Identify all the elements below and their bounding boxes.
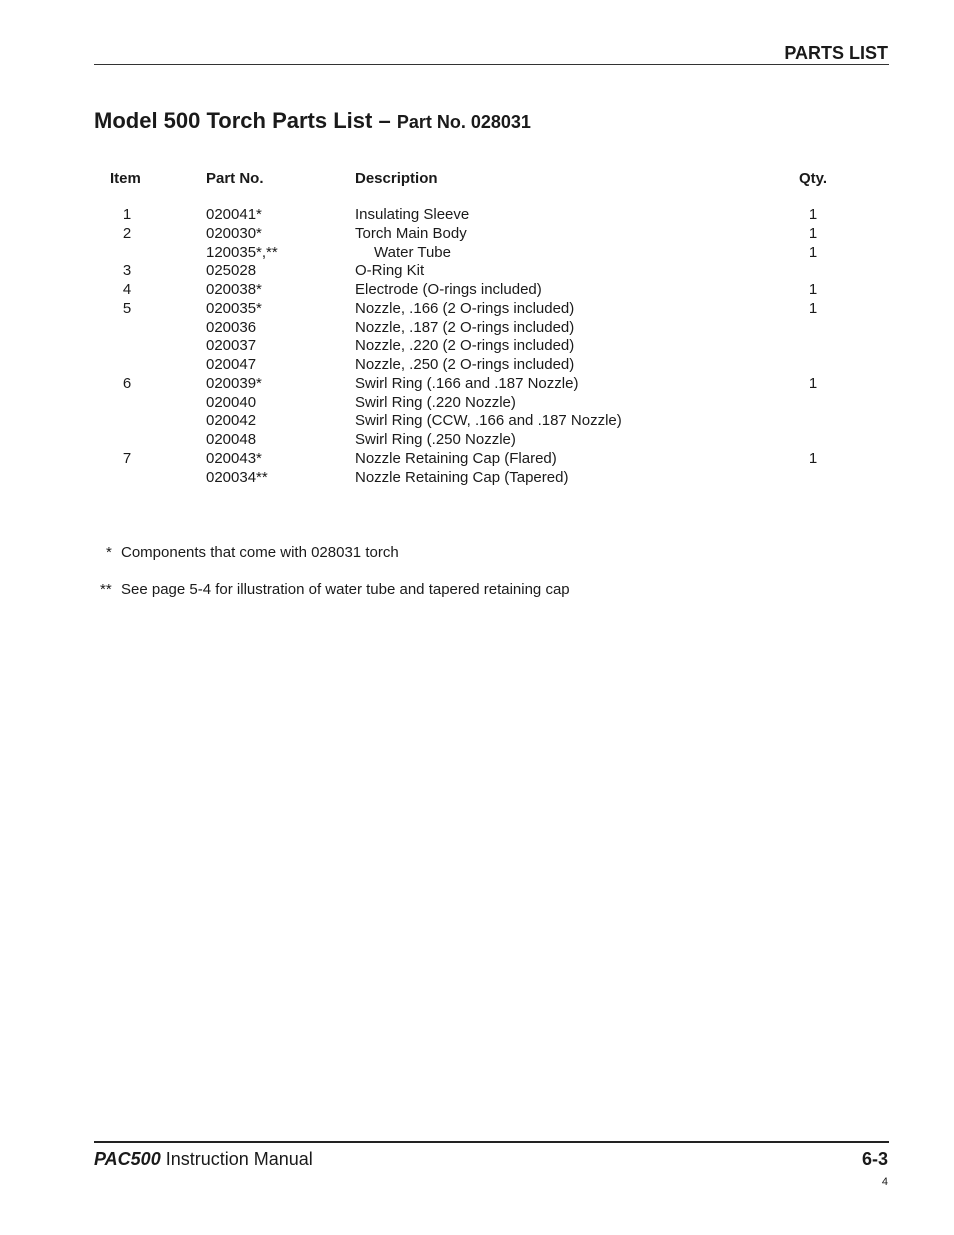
qty-cell: 1 — [808, 299, 818, 317]
qty-cell: 1 — [808, 206, 818, 223]
table-row — [0, 262, 954, 281]
item-cell: 6 — [122, 374, 132, 392]
description-cell: Swirl Ring (.220 Nozzle) — [355, 393, 516, 411]
description-cell: Nozzle Retaining Cap (Flared) — [355, 449, 557, 467]
part-no-cell: 020043* — [206, 449, 262, 467]
item-cell: 1 — [122, 206, 132, 223]
item-cell: 3 — [122, 262, 132, 280]
description-cell: O-Ring Kit — [355, 262, 425, 280]
footnote-mark: ** — [100, 581, 112, 598]
footer-manual-title — [94, 1149, 313, 1170]
description-cell: Nozzle, .220 (2 O-rings included) — [355, 337, 575, 355]
table-row — [0, 412, 954, 431]
table-row — [0, 244, 954, 263]
qty-cell: 1 — [808, 243, 818, 261]
table-row — [0, 225, 954, 244]
part-no-cell: 020040 — [206, 393, 257, 411]
item-cell: 5 — [122, 299, 132, 317]
part-no-cell: 020036 — [206, 318, 257, 336]
description-cell: Water Tube — [374, 243, 451, 261]
section-label: PARTS LIST — [784, 43, 888, 63]
table-row — [0, 469, 954, 488]
brand-logo: PAC500 — [94, 1149, 161, 1169]
table-row — [0, 356, 954, 375]
table-row — [0, 281, 954, 300]
page-title — [94, 108, 531, 134]
qty-cell: 1 — [808, 374, 818, 392]
part-no-cell: 020048 — [206, 431, 257, 448]
table-row — [0, 300, 954, 319]
description-cell: Nozzle, .187 (2 O-rings included) — [355, 318, 575, 336]
description-cell: Nozzle, .250 (2 O-rings included) — [355, 356, 575, 373]
table-row — [0, 375, 954, 394]
page-number: 4 — [881, 1176, 888, 1188]
description-cell: Electrode (O-rings included) — [355, 281, 542, 298]
qty-cell: 1 — [808, 449, 818, 467]
part-no-cell: 020038* — [206, 281, 262, 298]
part-no-cell: 120035*,** — [206, 243, 278, 261]
manual-label: Instruction Manual — [165, 1149, 313, 1169]
part-no-cell: 020030* — [206, 224, 262, 242]
qty-cell: 1 — [808, 224, 818, 242]
description-cell: Swirl Ring (.166 and .187 Nozzle) — [355, 374, 579, 392]
part-no-cell: 020035* — [206, 299, 262, 317]
part-no-cell: 020047 — [206, 356, 257, 373]
table-row — [0, 337, 954, 356]
description-cell: Swirl Ring (CCW, .166 and .187 Nozzle) — [355, 412, 622, 430]
item-cell: 7 — [122, 449, 132, 467]
table-rows — [0, 206, 954, 487]
column-header-item: Item — [110, 170, 141, 187]
description-cell: Nozzle, .166 (2 O-rings included) — [355, 299, 575, 317]
qty-cell: 1 — [808, 281, 818, 298]
description-cell: Swirl Ring (.250 Nozzle) — [355, 431, 516, 448]
table-row — [0, 450, 954, 469]
column-header-part-no: Part No. — [206, 170, 264, 187]
description-cell: Insulating Sleeve — [355, 206, 470, 223]
part-no-cell: 020041* — [206, 206, 262, 223]
column-header-description: Description — [355, 170, 438, 187]
part-no-cell: 020037 — [206, 337, 257, 355]
part-no-cell: 020042 — [206, 412, 257, 430]
footnote-text: See page 5-4 for illustration of water tube and tapered retaining cap — [121, 581, 570, 598]
description-cell: Torch Main Body — [355, 224, 467, 242]
table-row — [0, 206, 954, 225]
bottom-rule — [94, 1141, 889, 1143]
section-page-number: 6-3 — [861, 1149, 888, 1169]
top-rule — [94, 64, 889, 65]
footnote-text: Components that come with 028031 torch — [121, 544, 399, 561]
item-cell: 4 — [122, 281, 132, 298]
footnote-mark: * — [106, 544, 112, 561]
page-title-sub: Part No. 028031 — [396, 112, 531, 132]
part-no-cell: 020034** — [206, 468, 268, 486]
part-no-cell: 025028 — [206, 262, 257, 280]
page-title-main: Model 500 Torch Parts List – — [94, 108, 391, 133]
column-header-qty: Qty. — [799, 170, 828, 187]
part-no-cell: 020039* — [206, 374, 262, 392]
description-cell: Nozzle Retaining Cap (Tapered) — [355, 468, 569, 486]
table-row — [0, 394, 954, 413]
table-row — [0, 431, 954, 450]
item-cell: 2 — [122, 224, 132, 242]
table-row — [0, 319, 954, 338]
